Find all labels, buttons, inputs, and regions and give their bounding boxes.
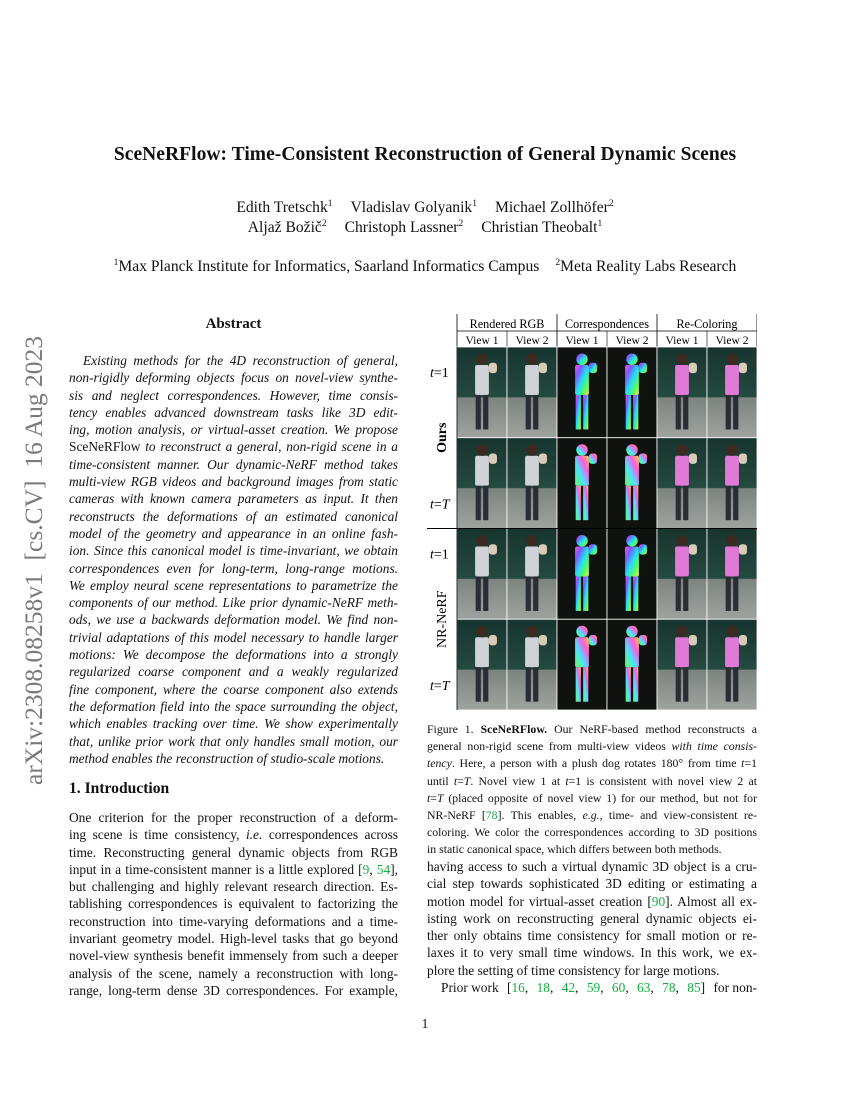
- person-leg: [626, 667, 631, 702]
- person-torso: [725, 637, 739, 667]
- plush-dog: [489, 363, 497, 373]
- plush-dog: [689, 635, 697, 645]
- plush-dog: [689, 454, 697, 464]
- person-leg: [733, 667, 738, 702]
- plush-dog: [739, 454, 747, 464]
- right-line: motion model for virtual-asset creation [90]. Almost all ex-: [427, 893, 757, 909]
- person-leg: [626, 486, 631, 521]
- intro-line: time. Reconstructing general dynamic objects from RGB: [69, 844, 398, 860]
- person-head: [476, 444, 488, 456]
- person-leg: [676, 667, 681, 702]
- person-leg: [583, 576, 588, 611]
- person-leg: [633, 395, 638, 430]
- person-torso: [475, 456, 489, 486]
- person-leg: [526, 667, 531, 702]
- abstract-heading: Abstract: [205, 316, 262, 332]
- person-torso: [725, 547, 739, 577]
- plush-dog: [489, 454, 497, 464]
- person-torso: [625, 637, 639, 667]
- plush-dog: [539, 544, 547, 554]
- person-leg: [583, 667, 588, 702]
- person-leg: [526, 486, 531, 521]
- person-head: [726, 535, 738, 547]
- time-label: t=1: [430, 366, 449, 381]
- author-row-1: [0, 199, 850, 217]
- view-label: View 1: [565, 334, 599, 347]
- affiliation: $^1$Max Planck Institute for Informatics, Saarland Informatics Campus: [113, 258, 540, 275]
- person-torso: [575, 547, 589, 577]
- author-name: Vladislav Golyanik$^1$: [350, 199, 477, 216]
- abstract-line: trivial adaptations of this model necessary to handle larger: [69, 629, 398, 645]
- person-head: [526, 444, 538, 456]
- person-leg: [476, 395, 481, 430]
- abstract-line: the deformation field into the space surrounding the object,: [69, 698, 398, 714]
- intro-line: invariant geometry model. High-level tasks that go beyond: [69, 931, 398, 947]
- person-head: [476, 535, 488, 547]
- right-line: ther only obtains time consistency for small motion or re-: [427, 928, 757, 944]
- figure-1: [427, 314, 757, 710]
- person-head: [526, 535, 538, 547]
- time-label: t=T: [430, 497, 450, 513]
- person-head: [576, 535, 588, 547]
- abstract-line: ods, we use a backwards deformation model. We find non-: [69, 612, 398, 628]
- person-leg: [683, 667, 688, 702]
- plush-dog: [689, 363, 697, 373]
- person-leg: [583, 486, 588, 521]
- person-leg: [583, 395, 588, 430]
- arxiv-stamp: [10, 290, 50, 790]
- person-torso: [575, 637, 589, 667]
- person-leg: [726, 667, 731, 702]
- person-torso: [725, 365, 739, 395]
- intro-line: novel-view synthesis benefit immensely from such a deeper: [69, 948, 398, 964]
- person-leg: [683, 486, 688, 521]
- caption-line: Figure 1. SceNeRFlow. Our NeRF-based method reconstructs a: [427, 722, 757, 736]
- plush-dog: [589, 454, 597, 464]
- person-torso: [675, 547, 689, 577]
- abstract-line: correspondences even for long-term, long-range motions.: [69, 560, 398, 576]
- person-torso: [675, 456, 689, 486]
- person-head: [676, 535, 688, 547]
- person-head: [676, 354, 688, 366]
- abstract-line: non-rigidly deforming objects focus on novel-view synthe-: [69, 370, 398, 386]
- person-leg: [676, 486, 681, 521]
- person-head: [576, 444, 588, 456]
- person-torso: [525, 365, 539, 395]
- abstract-line: regularized coarse component and a weakly regularized: [69, 664, 398, 680]
- plush-dog: [539, 363, 547, 373]
- figure-1-grid: [427, 314, 757, 710]
- person-head: [576, 626, 588, 638]
- abstract-line: Existing methods for the 4D reconstruction of general,: [83, 353, 398, 368]
- person-leg: [633, 486, 638, 521]
- abstract-line: ion. Since this canonical model is time-invariant, we obtain: [69, 543, 398, 559]
- person-leg: [526, 576, 531, 611]
- person-head: [576, 354, 588, 366]
- intro-line: One criterion for the proper reconstruction of a deform-: [69, 810, 398, 825]
- person-leg: [683, 395, 688, 430]
- person-leg: [733, 395, 738, 430]
- person-leg: [576, 486, 581, 521]
- plush-dog: [589, 363, 597, 373]
- caption-line: tency. Here, a person with a plush dog rotates 180° from time t=1: [427, 756, 757, 771]
- abstract-line: multi-view RGB videos and background images from static: [69, 474, 398, 490]
- plush-dog: [539, 454, 547, 464]
- abstract-line: tency enables advanced downstream tasks like 3D edit-: [69, 404, 398, 420]
- plush-dog: [639, 454, 647, 464]
- person-leg: [733, 486, 738, 521]
- person-leg: [733, 576, 738, 611]
- abstract-line: method enables the reconstruction of studio-scale motions.: [69, 750, 385, 766]
- right-line: laxes it to very small time windows. In this work, we ex-: [427, 945, 757, 961]
- right-line: plore the setting of time consistency for large motions.: [427, 962, 720, 978]
- person-torso: [525, 547, 539, 577]
- abstract-line: ing, motion analysis, or virtual-asset creation. We propose: [69, 422, 398, 438]
- person-leg: [683, 576, 688, 611]
- person-head: [526, 354, 538, 366]
- person-torso: [525, 456, 539, 486]
- person-leg: [576, 576, 581, 611]
- author-name: Michael Zollhöfer$^2$: [494, 199, 614, 216]
- person-head: [476, 354, 488, 366]
- row-group-label: Ours: [435, 422, 450, 453]
- abstract-line: time-consistent manner. Our dynamic-NeRF method takes: [69, 456, 398, 472]
- person-head: [676, 626, 688, 638]
- person-leg: [533, 667, 538, 702]
- plush-dog: [639, 635, 647, 645]
- person-leg: [576, 395, 581, 430]
- plush-dog: [589, 544, 597, 554]
- plush-dog: [489, 544, 497, 554]
- person-leg: [576, 667, 581, 702]
- person-torso: [575, 365, 589, 395]
- plush-dog: [689, 544, 697, 554]
- intro-line: but challenging and highly relevant research direction. Es-: [69, 879, 398, 895]
- abstract-body: [69, 352, 398, 767]
- plush-dog: [739, 363, 747, 373]
- plush-dog: [639, 363, 647, 373]
- abstract-line: which enables tracking over time. We show experimentally: [69, 716, 398, 732]
- right-line: isting work on reconstructing general dynamic objects ei-: [427, 910, 757, 926]
- abstract-line: cameras with known camera parameters as input. It then: [69, 491, 398, 507]
- view-label: View 2: [515, 334, 549, 347]
- abstract-line: that, unlike prior work that only handles small motion, our: [69, 733, 398, 749]
- person-torso: [475, 547, 489, 577]
- person-torso: [675, 637, 689, 667]
- person-leg: [526, 395, 531, 430]
- person-head: [626, 535, 638, 547]
- right-line: having access to such a virtual dynamic 3D object is a cru-: [427, 859, 757, 874]
- person-torso: [625, 547, 639, 577]
- right-line: cial step towards sophisticated 3D editing or estimating a: [427, 876, 757, 892]
- row-group-label: NR-NeRF: [435, 590, 450, 649]
- view-label: View 1: [465, 334, 499, 347]
- column-group-label: Re-Coloring: [676, 317, 738, 331]
- person-leg: [476, 667, 481, 702]
- person-head: [626, 626, 638, 638]
- right-column-body: [427, 858, 757, 996]
- abstract-line: SceNeRFlow to reconstruct a general, non-rigid scene in a: [69, 439, 398, 455]
- author-name: Edith Tretschk$^1$: [236, 199, 333, 216]
- person-leg: [633, 576, 638, 611]
- arxiv-id: arXiv:2308.08258v1 [cs.CV] 16 Aug 2023: [19, 335, 48, 785]
- person-head: [526, 626, 538, 638]
- intro-line: input in a time-consistent manner is a little explored [9, 54],: [69, 861, 398, 877]
- abstract-line: fine component, where the coarse component also extends: [69, 681, 398, 697]
- person-head: [476, 626, 488, 638]
- person-leg: [633, 667, 638, 702]
- person-leg: [626, 395, 631, 430]
- plush-dog: [739, 544, 747, 554]
- person-leg: [483, 667, 488, 702]
- caption-line: NR-NeRF [78]. This enables, e.g., time- and view-consistent re-: [427, 807, 757, 822]
- paper-title: SceNeRFlow: Time-Consistent Reconstruction of General Dynamic Scenes: [113, 144, 737, 165]
- person-leg: [533, 576, 538, 611]
- intro-line: ing scene is time consistency, i.e. correspondences across: [69, 827, 398, 843]
- plush-dog: [589, 635, 597, 645]
- abstract-line: model of the geometry and appearance in an online fash-: [69, 525, 398, 541]
- person-head: [726, 626, 738, 638]
- person-torso: [625, 456, 639, 486]
- person-head: [676, 444, 688, 456]
- column-group-label: Rendered RGB: [469, 317, 545, 331]
- view-label: View 1: [665, 334, 699, 347]
- column-group-label: Correspondences: [565, 317, 649, 331]
- time-label: t=T: [430, 679, 450, 694]
- person-torso: [675, 365, 689, 395]
- intro-line: tablishing correspondences is equivalent to factorizing the: [69, 896, 398, 912]
- person-leg: [483, 395, 488, 430]
- person-leg: [676, 576, 681, 611]
- caption-line: t=T (placed opposite of novel view 1) for our method, but not for: [427, 790, 757, 805]
- intro-line: analysis of the scene, namely a reconstruction with long-: [69, 965, 398, 981]
- person-leg: [483, 486, 488, 521]
- person-torso: [475, 637, 489, 667]
- intro-line: reconstruction into time-varying deformations and a time-: [69, 913, 398, 929]
- person-leg: [533, 486, 538, 521]
- person-torso: [525, 637, 539, 667]
- person-leg: [476, 486, 481, 521]
- plush-dog: [489, 635, 497, 645]
- person-leg: [676, 395, 681, 430]
- person-head: [726, 354, 738, 366]
- intro-heading: 1. Introduction: [69, 780, 170, 797]
- intro-line: range, long-term dense 3D correspondences. For example,: [69, 982, 398, 998]
- abstract-line: We employ neural scene representations to parametrize the: [69, 577, 398, 593]
- abstract-line: reconstructs the deformations of an estimated canonical: [69, 508, 398, 524]
- author-name: Christian Theobalt$^1$: [481, 219, 603, 236]
- person-leg: [726, 486, 731, 521]
- plush-dog: [639, 544, 647, 554]
- person-head: [726, 444, 738, 456]
- plush-dog: [539, 635, 547, 645]
- person-leg: [476, 576, 481, 611]
- person-torso: [475, 365, 489, 395]
- person-head: [626, 444, 638, 456]
- time-label: t=1: [430, 547, 449, 563]
- figure-1-caption: [427, 721, 757, 859]
- right-line: Prior work [16, 18, 42, 59, 60, 63, 78, 85] for non-: [441, 980, 757, 996]
- view-label: View 2: [615, 334, 649, 347]
- person-torso: [725, 456, 739, 486]
- caption-line: general non-rigid scene from multi-view videos with time consis-: [427, 739, 757, 754]
- page-number: 1: [421, 1016, 429, 1031]
- person-leg: [726, 395, 731, 430]
- author-name: Christoph Lassner$^2$: [344, 219, 464, 236]
- person-leg: [726, 576, 731, 611]
- person-head: [626, 354, 638, 366]
- person-torso: [625, 365, 639, 395]
- plush-dog: [739, 635, 747, 645]
- person-torso: [575, 456, 589, 486]
- view-label: View 2: [715, 334, 749, 347]
- affiliations: [0, 258, 850, 276]
- author-row-2: [0, 219, 850, 237]
- caption-line: coloring. We color the correspondences according to 3D positions: [427, 825, 757, 840]
- author-name: Aljaž Božič$^2$: [247, 219, 327, 236]
- person-leg: [483, 576, 488, 611]
- person-leg: [533, 395, 538, 430]
- caption-line: until t=T. Novel view 1 at t=1 is consistent with novel view 2 at: [427, 773, 757, 788]
- person-leg: [626, 576, 631, 611]
- caption-line: in static canonical space, which differs between both methods.: [427, 842, 722, 857]
- affiliation: $^2$Meta Reality Labs Research: [555, 258, 737, 275]
- abstract-line: motions: We decompose the deformations into a strongly: [69, 647, 398, 663]
- intro-body: [69, 809, 398, 999]
- abstract-line: components of our method. Like prior dynamic-NeRF meth-: [69, 595, 398, 611]
- abstract-line: sis and neglect correspondences. However, time consis-: [69, 387, 398, 403]
